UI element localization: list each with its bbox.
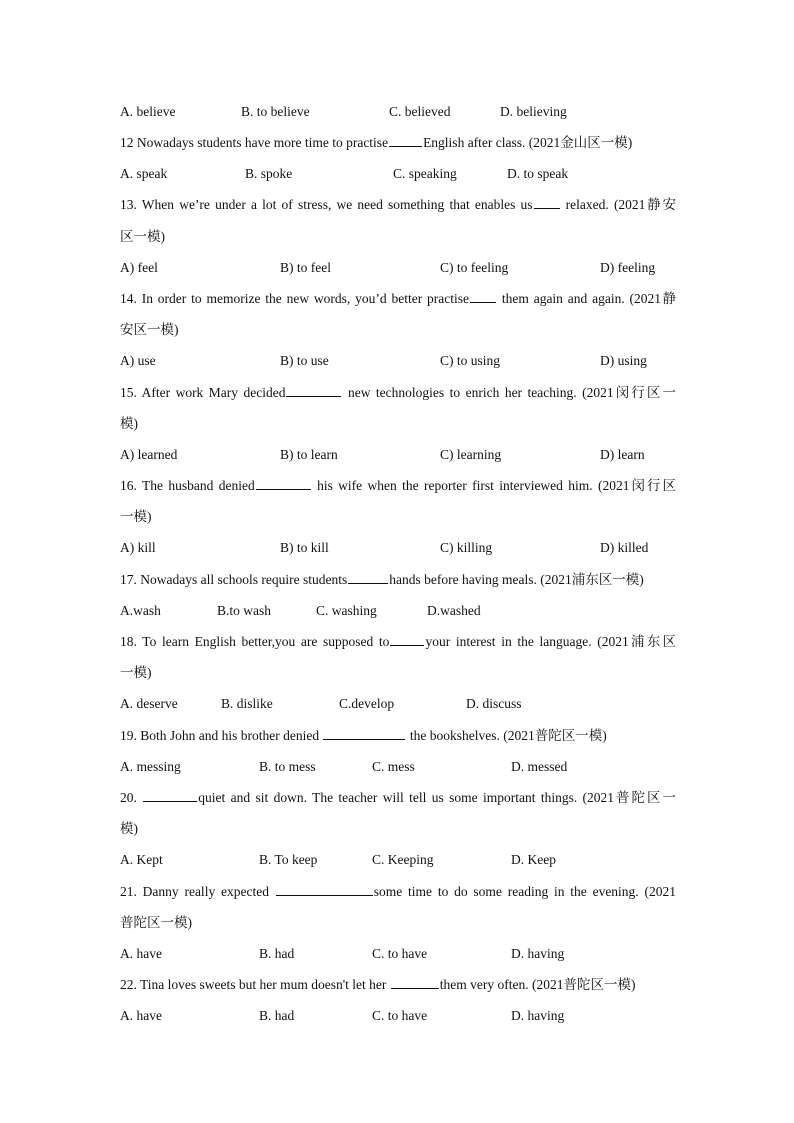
q19-option-a: A. messing	[120, 759, 181, 774]
q13-answer-blank	[534, 197, 560, 209]
q18-question	[120, 632, 676, 652]
q20-question	[120, 788, 676, 808]
q18-options	[120, 694, 676, 714]
q18-question-cont: 一模)	[120, 665, 152, 680]
q21-option-b: B. had	[259, 946, 295, 961]
q15-option-b: B) to learn	[280, 447, 338, 462]
q20-option-b: B. To keep	[259, 852, 318, 867]
q15-options	[120, 445, 676, 465]
q15-question-cont: 模)	[120, 416, 138, 431]
q22-option-a: A. have	[120, 1008, 162, 1023]
q22-answer-blank	[391, 977, 439, 989]
q14-text-after: them again and again. (2021静	[497, 291, 677, 306]
q17-question	[120, 570, 676, 590]
q21-question-cont: 普陀区一模)	[120, 915, 192, 930]
q20-option-a: A. Kept	[120, 852, 163, 867]
q14-option-b: B) to use	[280, 353, 329, 368]
q18-option-b: B. dislike	[221, 696, 273, 711]
q17-text-before: 17. Nowadays all schools require students	[120, 572, 348, 587]
q15-text-after: new technologies to enrich her teaching. (2021闵行区一	[342, 385, 676, 400]
q19-option-b: B. to mess	[259, 759, 316, 774]
q12-text-after: English after class. (2021金山区一模)	[423, 135, 633, 150]
q12-option-d: D. to speak	[507, 166, 569, 181]
q14-option-a: A) use	[120, 353, 156, 368]
q16-options	[120, 538, 676, 558]
q21-option-c: C. to have	[372, 946, 428, 961]
q13-text-before: 13. When we’re under a lot of stress, we need something that enables us	[120, 197, 533, 212]
q19-text-before: 19. Both John and his brother denied	[120, 728, 323, 743]
q12-option-b: B. spoke	[245, 166, 293, 181]
q18-answer-blank	[390, 634, 424, 646]
q17-option-d: D.washed	[427, 603, 481, 618]
q13-question-cont: 区一模)	[120, 229, 165, 244]
q16-answer-blank	[256, 478, 311, 490]
q18-text-before: 18. To learn English better,you are supposed to	[120, 634, 390, 649]
q20-answer-blank	[143, 790, 197, 802]
q18-option-a: A. deserve	[120, 696, 178, 711]
q16-option-a: A) kill	[120, 540, 156, 555]
q15-option-c: C) learning	[440, 447, 502, 462]
q17-option-a: A.wash	[120, 603, 161, 618]
q12-text-before: 12 Nowadays students have more time to practise	[120, 135, 389, 150]
q13-text-after: relaxed. (2021静安	[560, 197, 677, 212]
q11-option-d: D. believing	[500, 104, 567, 119]
q16-option-b: B) to kill	[280, 540, 329, 555]
q13-option-b: B) to feel	[280, 260, 331, 275]
q21-option-a: A. have	[120, 946, 162, 961]
q19-text-after: the bookshelves. (2021普陀区一模)	[406, 728, 607, 743]
q20-question-cont: 模)	[120, 821, 138, 836]
q21-text-before: 21. Danny really expected	[120, 884, 275, 899]
q12-option-a: A. speak	[120, 166, 168, 181]
q15-option-d: D) learn	[600, 447, 645, 462]
q13-option-a: A) feel	[120, 260, 158, 275]
q15-text-before: 15. After work Mary decided	[120, 385, 286, 400]
q20-text-after: quiet and sit down. The teacher will tell us some important things. (2021普陀区一	[198, 790, 677, 805]
q21-options	[120, 944, 676, 964]
q22-text-after: them very often. (2021普陀区一模)	[439, 977, 636, 992]
q17-option-c: C. washing	[316, 603, 377, 618]
q21-option-d: D. having	[511, 946, 565, 961]
q20-option-c: C. Keeping	[372, 852, 434, 867]
q18-option-c: C.develop	[339, 696, 395, 711]
q15-option-a: A) learned	[120, 447, 178, 462]
q17-option-b: B.to wash	[217, 603, 271, 618]
q14-question	[120, 289, 676, 309]
q19-option-c: C. mess	[372, 759, 415, 774]
q20-option-d: D. Keep	[511, 852, 556, 867]
q12-question	[120, 133, 676, 153]
q19-options	[120, 757, 676, 777]
q19-option-d: D. messed	[511, 759, 568, 774]
q16-text-before: 16. The husband denied	[120, 478, 255, 493]
q11-option-c: C. believed	[389, 104, 451, 119]
q21-question	[120, 882, 676, 902]
q16-text-after: his wife when the reporter first interviewed him. (2021闵行区	[311, 478, 676, 493]
q14-question-cont: 安区一模)	[120, 322, 179, 337]
q14-options	[120, 351, 676, 371]
q22-option-b: B. had	[259, 1008, 295, 1023]
q14-option-d: D) using	[600, 353, 647, 368]
q19-question	[120, 726, 676, 746]
q17-text-after: hands before having meals. (2021浦东区一模)	[389, 572, 644, 587]
q12-options	[120, 164, 676, 184]
q22-question	[120, 975, 676, 995]
q20-text-before: 20.	[120, 790, 143, 805]
q22-option-d: D. having	[511, 1008, 565, 1023]
q16-question-cont: 一模)	[120, 509, 152, 524]
q11-option-b: B. to believe	[241, 104, 310, 119]
q15-answer-blank	[286, 385, 341, 397]
q22-option-c: C. to have	[372, 1008, 428, 1023]
q21-text-after: some time to do some reading in the evening. (2021	[373, 884, 676, 899]
q18-text-after: your interest in the language. (2021浦东区	[425, 634, 676, 649]
q13-options	[120, 258, 676, 278]
q16-option-d: D) killed	[600, 540, 649, 555]
q15-question	[120, 383, 676, 403]
q21-answer-blank	[276, 884, 373, 896]
q14-option-c: C) to using	[440, 353, 501, 368]
q11-options	[120, 102, 676, 122]
q12-answer-blank	[389, 135, 422, 147]
q18-option-d: D. discuss	[466, 696, 522, 711]
q12-option-c: C. speaking	[393, 166, 457, 181]
q13-question	[120, 195, 676, 215]
q13-option-c: C) to feeling	[440, 260, 509, 275]
q20-options	[120, 850, 676, 870]
q14-answer-blank	[470, 291, 496, 303]
q17-answer-blank	[348, 572, 388, 584]
q13-option-d: D) feeling	[600, 260, 656, 275]
q11-option-a: A. believe	[120, 104, 176, 119]
q22-text-before: 22. Tina loves sweets but her mum doesn't let her	[120, 977, 390, 992]
q16-question	[120, 476, 676, 496]
q22-options	[120, 1006, 676, 1026]
q14-text-before: 14. In order to memorize the new words, you’d better practise	[120, 291, 470, 306]
q19-answer-blank	[323, 728, 405, 740]
q16-option-c: C) killing	[440, 540, 493, 555]
q17-options	[120, 601, 676, 621]
